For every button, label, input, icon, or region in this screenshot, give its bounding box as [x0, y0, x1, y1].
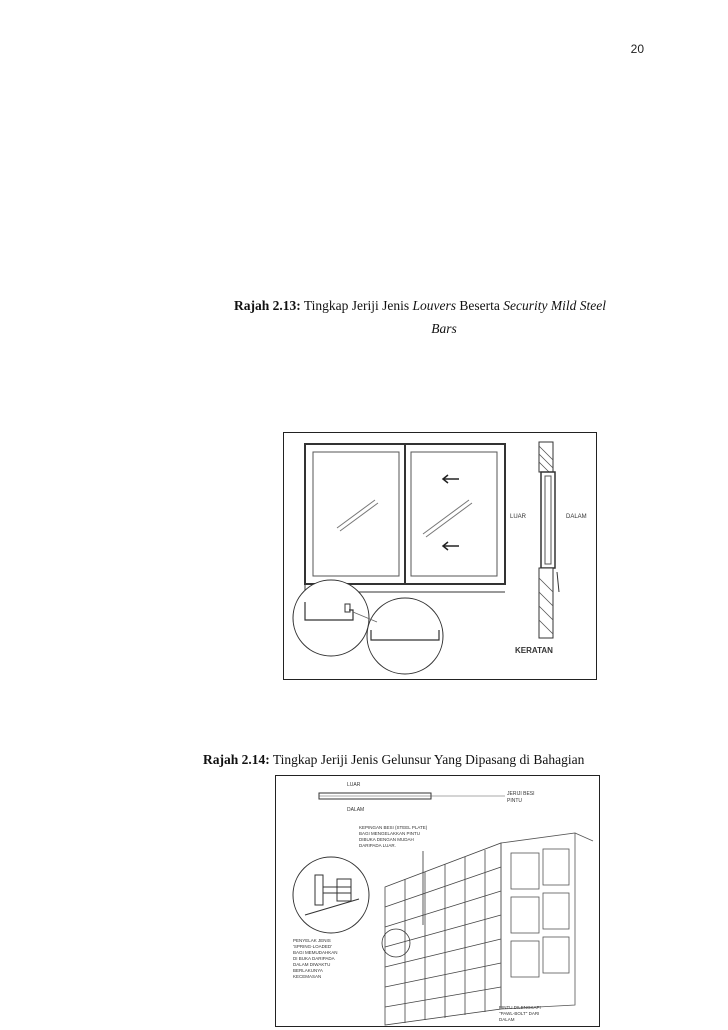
label-dalam: DALAM: [347, 807, 365, 813]
label-lock-1: PENYELAK JENIS: [293, 938, 331, 943]
figure-2-13-caption: [234, 294, 654, 340]
figure-2-13-image-area: [150, 70, 590, 280]
label-plate-3: DIBUKA DENGAN MUDAH: [359, 837, 414, 842]
caption-italic: Security Mild Steel: [503, 298, 606, 313]
sliding-window-drawing: [283, 432, 597, 680]
caption-line-1: [234, 294, 654, 317]
label-pintu: PINTU: [507, 798, 522, 804]
caption-text: Tingkap Jeriji Jenis: [300, 298, 413, 313]
label-bolt-3: DALAM: [499, 1017, 515, 1022]
label-keratan: KERATAN: [515, 646, 553, 655]
label-lock-2: 'SPRING-LOADED': [293, 944, 332, 949]
label-bolt-2: "PAWL-BOLT" DARI: [499, 1011, 540, 1016]
label-plate-4: DARIPADA LUAR.: [359, 843, 396, 848]
caption-italic: Louvers: [412, 298, 457, 313]
caption-text: Tingkap Jeriji Jenis Gelunsur Yang Dipasang di Bahagian: [269, 752, 585, 767]
figure-2-14-caption: [203, 748, 663, 771]
caption-line-2: [234, 317, 654, 340]
label-plate-2: BAGI MENGELAKKAN PINTU: [359, 831, 421, 836]
label-lock-5: DALAM DIWAKTU: [293, 962, 331, 967]
label-luar: LUAR: [510, 514, 527, 520]
label-luar: LUAR: [347, 782, 361, 788]
caption-italic: Bars: [431, 321, 457, 336]
caption-label: Rajah 2.14:: [203, 752, 270, 767]
label-jeriji: JERIJI BESI: [507, 791, 535, 797]
grille-door-drawing: [275, 775, 600, 1027]
label-lock-6: BERLAKUNYA: [293, 968, 323, 973]
label-bolt-1: PINTU DILENGKAPI: [499, 1005, 541, 1010]
label-plate-1: KEPINGAN BESI (STEEL PLATE): [359, 825, 428, 830]
label-dalam: DALAM: [566, 514, 587, 520]
label-lock-7: KECEMASAN: [293, 974, 322, 979]
label-lock-3: BAGI MEMUDAHKAN: [293, 950, 338, 955]
caption-label: Rajah 2.13:: [234, 298, 301, 313]
label-lock-4: DI BUKA DARIPADA: [293, 956, 335, 961]
page-number: 20: [630, 42, 644, 56]
caption-text: Beserta: [456, 298, 504, 313]
